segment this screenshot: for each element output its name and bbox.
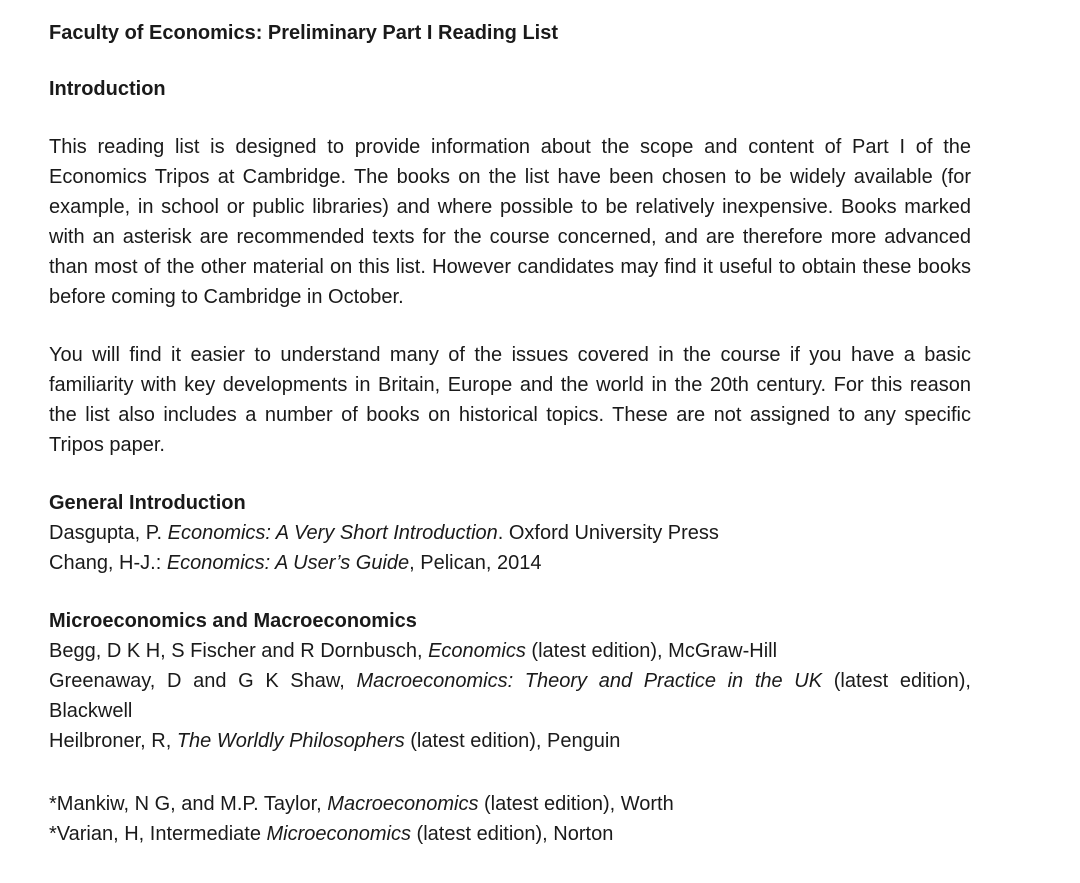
introduction-paragraph-2: You will find it easier to understand many of the issues covered in the course if you have a basic familiarity with key developments in Britain, Europe and the world in the 20th century. For this reason the list also includes a number of books on historical topics. These are not assigned to any specific Tripos paper. [49, 344, 971, 456]
reading-entry-heilbroner [49, 726, 971, 756]
general-introduction-heading: General Introduction [49, 492, 246, 514]
reading-entry-mankiw [49, 789, 971, 819]
reading-list-document [49, 18, 971, 849]
entry-title: Macroeconomics [327, 793, 479, 815]
micro-macro-heading: Microeconomics and Macroeconomics [49, 610, 417, 632]
reading-entry-dasgupta [49, 518, 971, 548]
entry-author: Heilbroner, R, [49, 730, 177, 752]
entry-title: Economics: A User’s Guide [166, 552, 410, 574]
entry-author: Dasgupta, P. [49, 522, 168, 544]
entry-publisher: (latest edition), Norton [411, 823, 614, 845]
introduction-paragraph-1: This reading list is designed to provide information about the scope and content of Part I of the Economics Tripos at Cambridge. The books on the list have been chosen to be widely available (for example, in school or public libraries) and where possible to be relatively inexpensive. Books marked with an asterisk are recommended texts for the course concerned, and are therefore more advanced than most of the other material on this list. However candidates may find it useful to obtain these books before coming to Cambridge in October. [49, 136, 971, 308]
reading-entry-chang [49, 548, 971, 578]
reading-entry-greenaway [49, 666, 971, 726]
entry-title: Macroeconomics: Theory and Practice in the UK [356, 670, 823, 692]
entry-publisher: (latest edition), Penguin [404, 730, 621, 752]
entry-publisher: (latest edition), McGraw-Hill [525, 640, 778, 662]
entry-author: Greenaway, D and G K Shaw, [49, 670, 357, 692]
entry-author: Begg, D K H, S Fischer and R Dornbusch, [49, 640, 429, 662]
entry-title: Economics [428, 640, 526, 662]
entry-publisher: (latest edition), Blackwell [49, 670, 971, 722]
reading-entry-begg [49, 636, 971, 666]
entry-title: Economics: A Very Short Introduction [167, 522, 498, 544]
entry-author: Chang, H-J.: [49, 552, 167, 574]
page-title: Faculty of Economics: Preliminary Part I Reading List [49, 22, 559, 44]
entry-title: Microeconomics [266, 823, 411, 845]
entry-author: *Varian, H, Intermediate [49, 823, 267, 845]
entry-publisher: (latest edition), Worth [478, 793, 674, 815]
entry-publisher: . Oxford University Press [497, 522, 719, 544]
introduction-heading: Introduction [49, 78, 166, 100]
reading-entry-varian [49, 819, 971, 849]
entry-author: *Mankiw, N G, and M.P. Taylor, [49, 793, 328, 815]
entry-publisher: , Pelican, 2014 [409, 552, 542, 574]
entry-title: The Worldly Philosophers [176, 730, 405, 752]
